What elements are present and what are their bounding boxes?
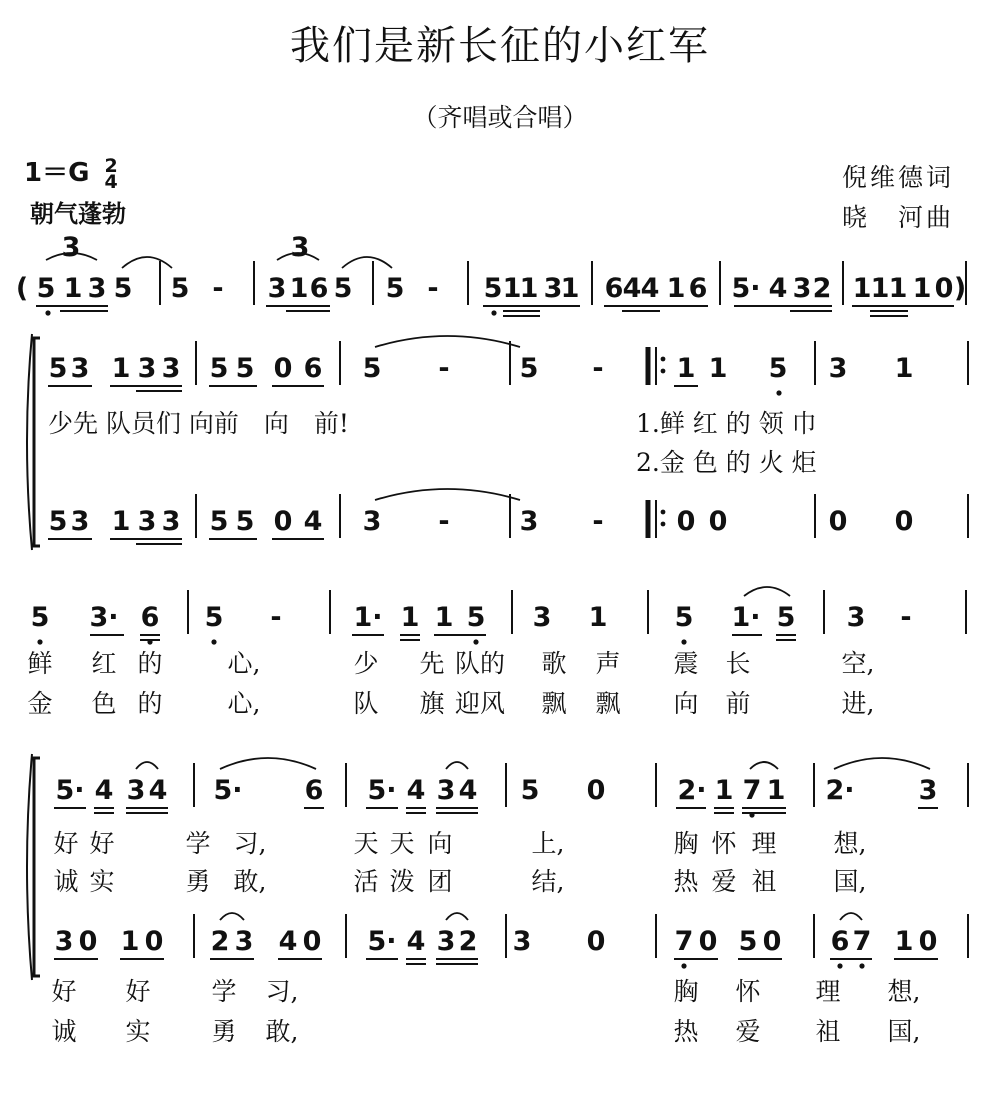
lyric-upper-verse1: 向 (427, 829, 453, 858)
lyric-lower-verse1: 想, (887, 977, 921, 1006)
slur-arc (220, 913, 244, 920)
intro-note: 1 (870, 273, 890, 304)
intro-note: 6 (309, 273, 329, 304)
lyric-lower-verse1: 学 (211, 977, 237, 1006)
lyric-lower-verse1: 好 (51, 977, 77, 1006)
lyricist-credit: 倪维德词 (842, 163, 955, 192)
note: - (592, 353, 604, 384)
note: 1 (766, 775, 786, 806)
note: 1 (111, 506, 131, 537)
note: 5· (55, 775, 85, 806)
intro-note: 1 (888, 273, 908, 304)
time-signature-top: 2 (104, 154, 118, 177)
intro-note: 1 (502, 273, 522, 304)
intro-note: 6 (604, 273, 624, 304)
lyric-upper-verse2: 结, (531, 867, 565, 896)
low-octave-dot (681, 639, 686, 644)
note: 6 (304, 775, 324, 806)
low-octave-dot (859, 963, 864, 968)
note: 5 (520, 775, 540, 806)
lyric-verse1: 少 (353, 649, 379, 678)
note: 3· (89, 602, 119, 633)
lyric-upper-verse2: 诚 (53, 867, 79, 896)
note: 3 (512, 926, 532, 957)
intro-note: 1 (519, 273, 539, 304)
intro-note: - (212, 273, 224, 304)
note: 0 (676, 506, 696, 537)
lyric-verse2: 飘 (595, 689, 621, 718)
intro-note: 1 (560, 273, 580, 304)
intro-note: 4 (768, 273, 788, 304)
intro-note: 2 (812, 273, 832, 304)
intro-note: 3 (792, 273, 812, 304)
note: 3 (436, 926, 456, 957)
intro-note: 3 (87, 273, 107, 304)
note: 0 (273, 353, 293, 384)
slur-arc (446, 762, 468, 769)
note: 4 (458, 775, 478, 806)
slur-arc (840, 913, 862, 920)
note: 4 (94, 775, 114, 806)
lyric-verse2: 队 (353, 689, 379, 718)
intro-note: 6 (688, 273, 708, 304)
lyric-verse1: 的 (137, 649, 163, 678)
lyric-upper-verse2: 勇 (185, 867, 211, 896)
system-bracket (34, 338, 40, 546)
lyric-lower-verse2: 国, (887, 1017, 921, 1046)
lyric-lower-verse1: 怀 (735, 977, 761, 1006)
system-brace (27, 334, 32, 550)
note: 5 (48, 506, 68, 537)
lyric-verse2: 迎风 (454, 689, 506, 718)
tie-arc (220, 758, 316, 769)
note: 3 (161, 506, 181, 537)
intro-note: 4 (640, 273, 660, 304)
tie-arc (375, 336, 520, 347)
lyric-upper-verse1: 天 (353, 829, 379, 858)
note: 3 (126, 775, 146, 806)
lyric-lower-verse2: 敢, (265, 1017, 299, 1046)
note: 5 (768, 353, 788, 384)
intro-note: 5 (385, 273, 405, 304)
note: 5 (738, 926, 758, 957)
low-octave-dot (45, 310, 50, 315)
lyric-upper-verse2: 国, (833, 867, 867, 896)
note: 5 (235, 353, 255, 384)
lyric-upper-verse1: 想, (833, 829, 867, 858)
note: 0 (894, 506, 914, 537)
slur-arc (750, 762, 778, 769)
lyric-upper-verse1: 天 (389, 829, 415, 858)
lyric-lower-verse2: 勇 (211, 1017, 237, 1046)
note: 5 (776, 602, 796, 633)
note: 5 (235, 506, 255, 537)
note: 0 (708, 506, 728, 537)
note: 3 (362, 506, 382, 537)
intro-note: 5 (483, 273, 503, 304)
intro-note: 5 (170, 273, 190, 304)
song-title: 我们是新长征的小红军 (290, 23, 710, 69)
note: 0 (762, 926, 782, 957)
note: 5 (362, 353, 382, 384)
lyric-verse1: 长 (725, 649, 751, 678)
intro-note: 0 (934, 273, 954, 304)
repeat-dot (661, 369, 666, 374)
lyric-upper-verse1: 怀 (711, 829, 737, 858)
low-octave-dot (837, 963, 842, 968)
note: 0 (302, 926, 322, 957)
note: 5 (209, 506, 229, 537)
lyric-verse1: 鲜 (27, 649, 53, 678)
note: 5 (519, 353, 539, 384)
intro-note: 1 (912, 273, 932, 304)
intro-note: 5· (731, 273, 761, 304)
low-octave-dot (681, 963, 686, 968)
lyric-upper-verse1: 好 (53, 829, 79, 858)
intro-note: 1 (63, 273, 83, 304)
lyric-lower-verse1: 好 (125, 977, 151, 1006)
low-octave-dot (776, 390, 781, 395)
note: 3 (161, 353, 181, 384)
note: - (438, 506, 450, 537)
note: 1· (353, 602, 383, 633)
intro-note: 5 (333, 273, 353, 304)
lyric-verse1: 红 (91, 649, 117, 678)
lyric-upper-verse2: 团 (427, 867, 453, 896)
note: 5 (209, 353, 229, 384)
note: - (270, 602, 282, 633)
lyric-verse1: 歌 (541, 649, 567, 678)
slur-arc (136, 762, 158, 769)
note: 1 (894, 926, 914, 957)
note: 4 (406, 926, 426, 957)
lyrics-line: 少先 队员们 向前 向 前! (48, 409, 349, 438)
note: 4 (406, 775, 426, 806)
lyric-verse2: 的 (137, 689, 163, 718)
note: 3 (846, 602, 866, 633)
intro-note: 3 (543, 273, 563, 304)
lyric-upper-verse2: 热 (673, 867, 699, 896)
note: 5· (367, 775, 397, 806)
intro-note: 4 (622, 273, 642, 304)
lyric-verse1: 队的 (454, 649, 506, 678)
lyric-verse2: 色 (91, 689, 117, 718)
triplet-mark: 3 (61, 232, 81, 263)
intro-note: 1 (852, 273, 872, 304)
note: 1 (894, 353, 914, 384)
lyric-upper-verse2: 泼 (389, 867, 415, 896)
lyric-upper-verse2: 爱 (711, 867, 737, 896)
note: 7 (674, 926, 694, 957)
lyric-lower-verse2: 热 (673, 1017, 699, 1046)
note: 1 (588, 602, 608, 633)
note: 1 (676, 353, 696, 384)
system-bracket (34, 758, 40, 976)
lyric-lower-verse2: 诚 (51, 1017, 77, 1046)
lyric-lower-verse2: 爱 (735, 1017, 761, 1046)
note: 6 (830, 926, 850, 957)
note: 3 (234, 926, 254, 957)
note: 5 (204, 602, 224, 633)
tie-arc (342, 257, 392, 268)
note: 3 (137, 353, 157, 384)
note: 2 (458, 926, 478, 957)
note: 0 (698, 926, 718, 957)
note: 3 (532, 602, 552, 633)
note: 0 (78, 926, 98, 957)
intro-close-paren: ) (953, 273, 967, 304)
note: 4 (303, 506, 323, 537)
note: 7 (852, 926, 872, 957)
note: 2 (210, 926, 230, 957)
note: 3 (918, 775, 938, 806)
lyric-verse1: 心, (227, 649, 261, 678)
intro-note: 1 (289, 273, 309, 304)
intro-note: 1 (666, 273, 686, 304)
tie-arc (122, 257, 172, 268)
composer-credit: 晓 河曲 (842, 203, 955, 232)
lyric-lower-verse2: 祖 (815, 1017, 841, 1046)
lyric-verse1: 声 (595, 649, 621, 678)
note: 1 (434, 602, 454, 633)
note: 3 (70, 353, 90, 384)
lyric-lower-verse1: 胸 (673, 977, 699, 1006)
lyric-lower-verse1: 习, (265, 977, 299, 1006)
note: 0 (586, 775, 606, 806)
low-octave-dot (211, 639, 216, 644)
low-octave-dot (473, 639, 478, 644)
note: 1 (120, 926, 140, 957)
time-signature-bottom: 4 (104, 170, 118, 193)
note: 1 (714, 775, 734, 806)
note: - (900, 602, 912, 633)
note: 7 (742, 775, 762, 806)
intro-open-paren: ( (15, 273, 29, 304)
note: 1 (111, 353, 131, 384)
note: 0 (586, 926, 606, 957)
lyric-upper-verse1: 上, (531, 829, 565, 858)
lyric-upper-verse1: 理 (751, 829, 777, 858)
note: 1 (708, 353, 728, 384)
slur-arc (446, 913, 468, 920)
repeat-dot (661, 357, 666, 362)
note: 5 (30, 602, 50, 633)
tie-arc (834, 758, 930, 769)
intro-note: 5 (36, 273, 56, 304)
lyric-upper-verse1: 习, (233, 829, 267, 858)
note: 0 (144, 926, 164, 957)
lyric-upper-verse1: 胸 (673, 829, 699, 858)
lyric-verse2: 飘 (541, 689, 567, 718)
note: 1· (731, 602, 761, 633)
note: 0 (273, 506, 293, 537)
tie-arc (375, 489, 520, 500)
note: 0 (828, 506, 848, 537)
lyric-verse2: 向 (673, 689, 699, 718)
low-octave-dot (37, 639, 42, 644)
note: 5· (213, 775, 243, 806)
lyric-upper-verse1: 学 (185, 829, 211, 858)
verse1-line: 1.鲜 红 的 领 巾 (636, 409, 817, 438)
note: 4 (148, 775, 168, 806)
note: 2· (825, 775, 855, 806)
note: 4 (278, 926, 298, 957)
intro-note: 5 (113, 273, 133, 304)
note: 5 (466, 602, 486, 633)
intro-note: 3 (267, 273, 287, 304)
intro-note: - (427, 273, 439, 304)
note: 2· (677, 775, 707, 806)
lyric-upper-verse1: 好 (89, 829, 115, 858)
lyric-lower-verse1: 理 (815, 977, 841, 1006)
note: 6 (140, 602, 160, 633)
lyric-verse2: 旗 (419, 689, 445, 718)
lyric-upper-verse2: 活 (353, 867, 379, 896)
lyric-verse1: 空, (841, 649, 875, 678)
lyric-upper-verse2: 祖 (751, 867, 777, 896)
lyric-verse2: 前 (725, 689, 751, 718)
note: 3 (70, 506, 90, 537)
repeat-dot (661, 522, 666, 527)
note: 3 (54, 926, 74, 957)
lyric-verse1: 震 (673, 649, 699, 678)
note: - (592, 506, 604, 537)
lyric-verse2: 进, (841, 689, 875, 718)
note: 5 (674, 602, 694, 633)
performance-note: （齐唱或合唱） (412, 103, 588, 132)
note: 3 (828, 353, 848, 384)
lyric-upper-verse2: 实 (89, 867, 115, 896)
lyric-lower-verse2: 实 (125, 1017, 151, 1046)
lyric-verse2: 心, (227, 689, 261, 718)
key-signature: 1＝G (24, 158, 90, 188)
note: 5· (367, 926, 397, 957)
lyric-upper-verse2: 敢, (233, 867, 267, 896)
low-octave-dot (491, 310, 496, 315)
note: 6 (303, 353, 323, 384)
repeat-dot (661, 510, 666, 515)
lyric-verse1: 先 (419, 649, 445, 678)
note: - (438, 353, 450, 384)
note: 3 (436, 775, 456, 806)
note: 5 (48, 353, 68, 384)
note: 1 (400, 602, 420, 633)
system-brace (27, 754, 32, 980)
tempo-marking: 朝气蓬勃 (30, 200, 126, 228)
triplet-mark: 3 (290, 232, 310, 263)
note: 0 (918, 926, 938, 957)
lyric-verse2: 金 (27, 689, 53, 718)
verse2-line: 2.金 色 的 火 炬 (636, 448, 817, 477)
note: 3 (519, 506, 539, 537)
note: 3 (137, 506, 157, 537)
tie-arc (744, 587, 790, 596)
